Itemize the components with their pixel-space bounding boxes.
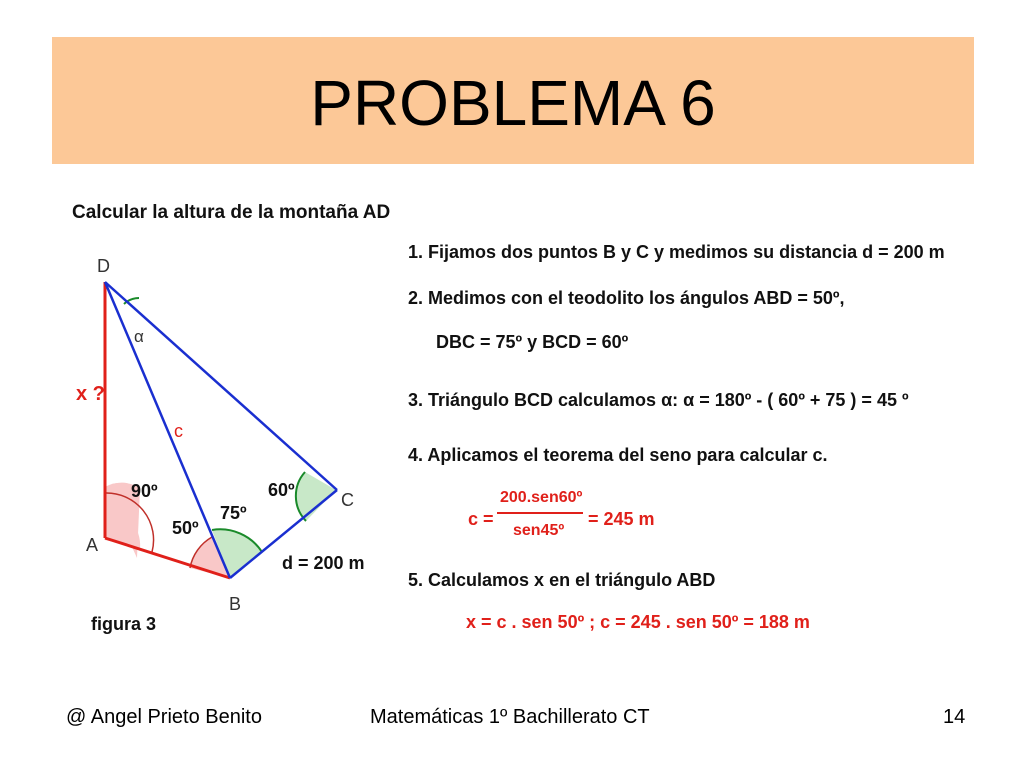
angle-abd-label: 50º xyxy=(172,518,199,538)
step-5-result: x = c . sen 50º ; c = 245 . sen 50º = 188 m xyxy=(466,612,810,632)
label-b: B xyxy=(229,594,242,614)
formula-rhs: = 245 m xyxy=(588,509,655,529)
figure-heading: Calcular la altura de la montaña AD xyxy=(72,202,391,223)
formula-numerator: 200.sen60º xyxy=(500,489,583,506)
height-label: x ? xyxy=(76,383,105,405)
footer-page-number: 14 xyxy=(943,706,966,728)
step-3: 3. Triángulo BCD calculamos α: α = 180º - ( 60º + 75 ) = 45 º xyxy=(408,390,909,410)
step-2-continued: DBC = 75º y BCD = 60º xyxy=(436,332,629,352)
footer-author: @ Angel Prieto Benito xyxy=(66,706,262,728)
step-5: 5. Calculamos x en el triángulo ABD xyxy=(408,570,716,590)
label-d: D xyxy=(97,256,110,276)
step-1: 1. Fijamos dos puntos B y C y medimos su distancia d = 200 m xyxy=(408,242,945,262)
slide-title: PROBLEMA 6 xyxy=(310,67,716,139)
figure-caption: figura 3 xyxy=(91,614,157,634)
distance-label: d = 200 m xyxy=(282,553,365,573)
formula-denominator: sen45º xyxy=(513,522,565,539)
side-c-label: c xyxy=(174,421,183,441)
angle-bcd-label: 60º xyxy=(268,480,295,500)
side-dc-line xyxy=(105,282,337,490)
label-c: C xyxy=(341,490,354,510)
step-4: 4. Aplicamos el teorema del seno para calcular c. xyxy=(408,445,828,465)
angle-dbc-label: 75º xyxy=(220,503,247,523)
label-a: A xyxy=(86,535,99,555)
angle-a-label: 90º xyxy=(131,481,158,501)
step-2: 2. Medimos con el teodolito los ángulos ABD = 50º, xyxy=(408,288,845,308)
footer-course: Matemáticas 1º Bachillerato CT xyxy=(370,706,650,728)
alpha-label: α xyxy=(134,327,144,346)
formula-lhs: c = xyxy=(468,509,494,529)
